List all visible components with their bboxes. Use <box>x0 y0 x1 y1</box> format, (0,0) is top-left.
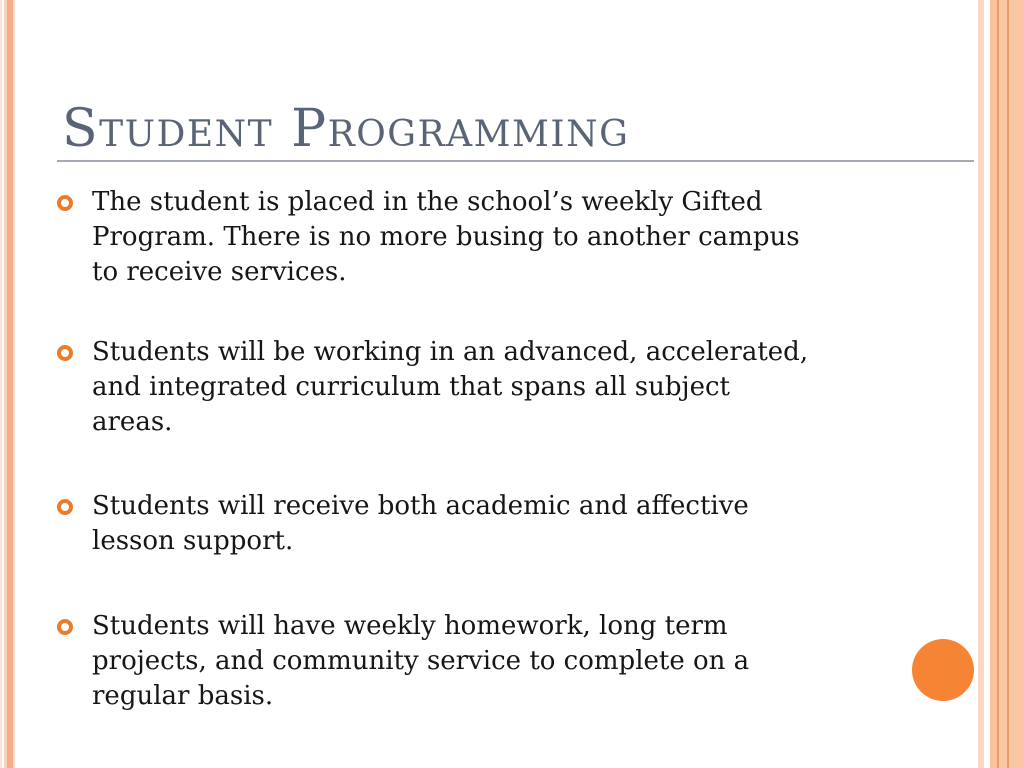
bullet-line: regular basis. <box>92 681 274 711</box>
bullet-item <box>57 185 800 290</box>
bullet-circle-icon <box>57 499 73 515</box>
bullet-line: projects, and community service to complete on a <box>92 646 750 676</box>
bullet-circle-icon <box>57 619 73 635</box>
bullet-item <box>57 489 749 559</box>
bullet-line: Students will have weekly homework, long term <box>92 611 728 641</box>
bullet-line: to receive services. <box>92 257 347 287</box>
bullet-line: lesson support. <box>92 526 294 556</box>
title-divider <box>57 160 974 162</box>
bullet-line: Students will receive both academic and affective <box>92 491 749 521</box>
bullet-circle-icon <box>57 345 73 361</box>
bullet-line: and integrated curriculum that spans all subject <box>92 372 730 402</box>
bullet-line: areas. <box>92 407 173 437</box>
right-stripe-border <box>978 0 1024 768</box>
bullet-line: Students will be working in an advanced, accelerated, <box>92 337 809 367</box>
bullet-item <box>57 335 808 440</box>
left-stripe-border <box>0 0 16 768</box>
bullet-item <box>57 609 749 714</box>
bullet-circle-icon <box>57 195 73 211</box>
decorative-orange-circle <box>912 639 974 701</box>
bullet-line: The student is placed in the school’s weekly Gifted <box>92 187 763 217</box>
bullet-line: Program. There is no more busing to another campus <box>92 222 800 252</box>
slide-title: Student Programming <box>62 99 630 159</box>
